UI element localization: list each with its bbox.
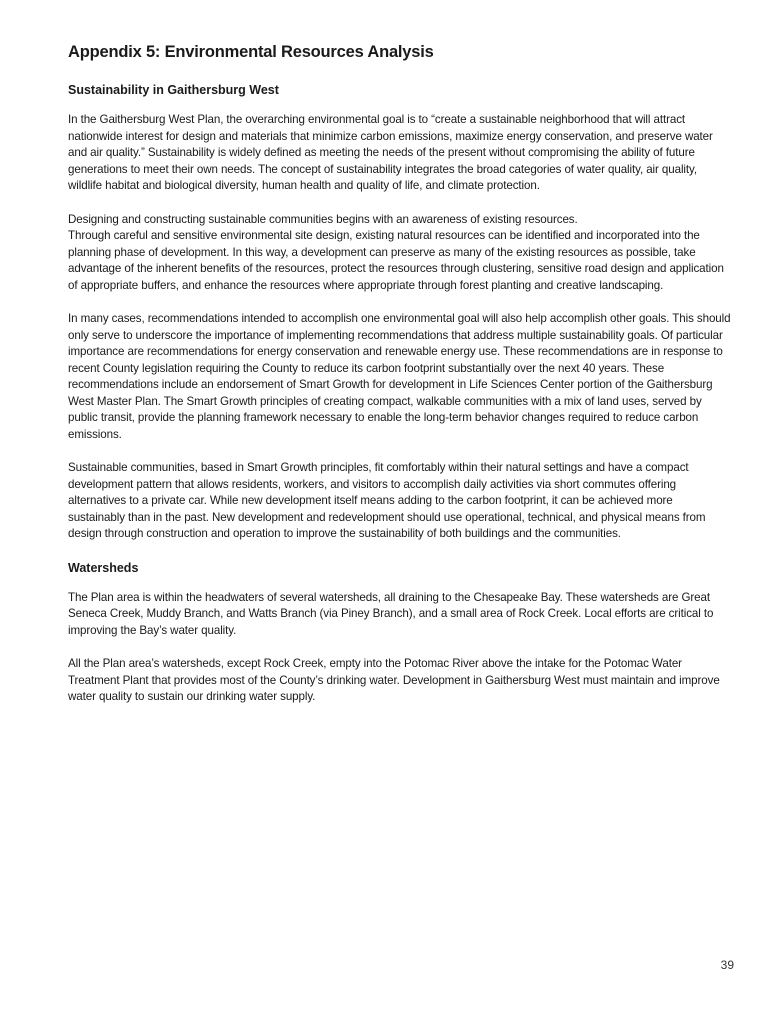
section-heading-sustainability: Sustainability in Gaithersburg West (68, 83, 279, 97)
paragraph-watersheds-potomac: All the Plan area’s watersheds, except Rock Creek, empty into the Potomac River above the intake for the Potomac Water Treatment Plant that provides most of the County’s drinking water. Development in Gaithersburg West must maintain and improve water quality to sustain our drinking water supply. (68, 657, 720, 703)
paragraph-sustainability-goal: In the Gaithersburg West Plan, the overarching environmental goal is to “create a sustainable neighborhood that will attract nationwide interest for design and materials that minimize carbon emissions, maximize energy conservation, and preserve water and air quality.” Sustainability is widely defined as meeting the needs of the present without compromising the ability of future generations to meet their own needs. The concept of sustainability integrates the broad categories of water quality, air quality, wildlife habitat and biological diversity, human health and quality of life, and climate protection. (68, 113, 713, 192)
paragraph-designing-communities (68, 212, 732, 295)
section-heading-watersheds: Watersheds (68, 560, 139, 575)
paragraph-site-design: Through careful and sensitive environmental site design, existing natural resources can be identified and incorporated into the planning phase of development. In this way, a development can preserve as many of the existing resources as possible, take advantage of the inherent benefits of the resources, protect the resources through clustering, sensitive road design and application of appropriate buffers, and enhance the resources where appropriate through forest planting and creative landscaping. (68, 229, 724, 292)
page-title: Appendix 5: Environmental Resources Analysis (68, 43, 434, 61)
paragraph-designing-first-line: Designing and constructing sustainable communities begins with an awareness of existing resources. (68, 212, 578, 226)
paragraph-watersheds-headwaters: The Plan area is within the headwaters of several watersheds, all draining to the Chesapeake Bay. These watersheds are Great Seneca Creek, Muddy Branch, and Watts Branch (via Piney Branch), and a small area of Rock Creek. Local efforts are critical to improving the Bay’s water quality. (68, 590, 714, 637)
page-number: 39 (720, 958, 734, 972)
paragraph-sustainable-communities: Sustainable communities, based in Smart Growth principles, fit comfortably within their natural settings and have a compact development pattern that allows residents, workers, and visitors to accomplish daily activities via short commutes offering alternatives to a private car. While new development itself means adding to the carbon footprint, it can be achieved more sustainably than in the past. New development and redevelopment should use operational, technical, and physical means from design through construction and operation to improve the sustainability of both buildings and the communities. (68, 461, 706, 540)
document-body (68, 42, 732, 723)
paragraph-smart-growth-recommendations: In many cases, recommendations intended to accomplish one environmental goal will also help accomplish other goals. This should only serve to underscore the importance of implementing recommendations that address multiple sustainability goals. Of particular importance are recommendations for energy conservation and renewable energy use. These recommendations are in response to recent County legislation requiring the County to reduce its carbon footprint substantially over the next 40 years. These recommendations include an endorsement of Smart Growth for development in Life Sciences Center portion of the Gaithersburg West Master Plan. The Smart Growth principles of creating compact, walkable communities with a mix of land uses, served by public transit, provide the planning framework necessary to enable the long-term behavior changes required to reduce carbon emissions. (68, 312, 731, 441)
